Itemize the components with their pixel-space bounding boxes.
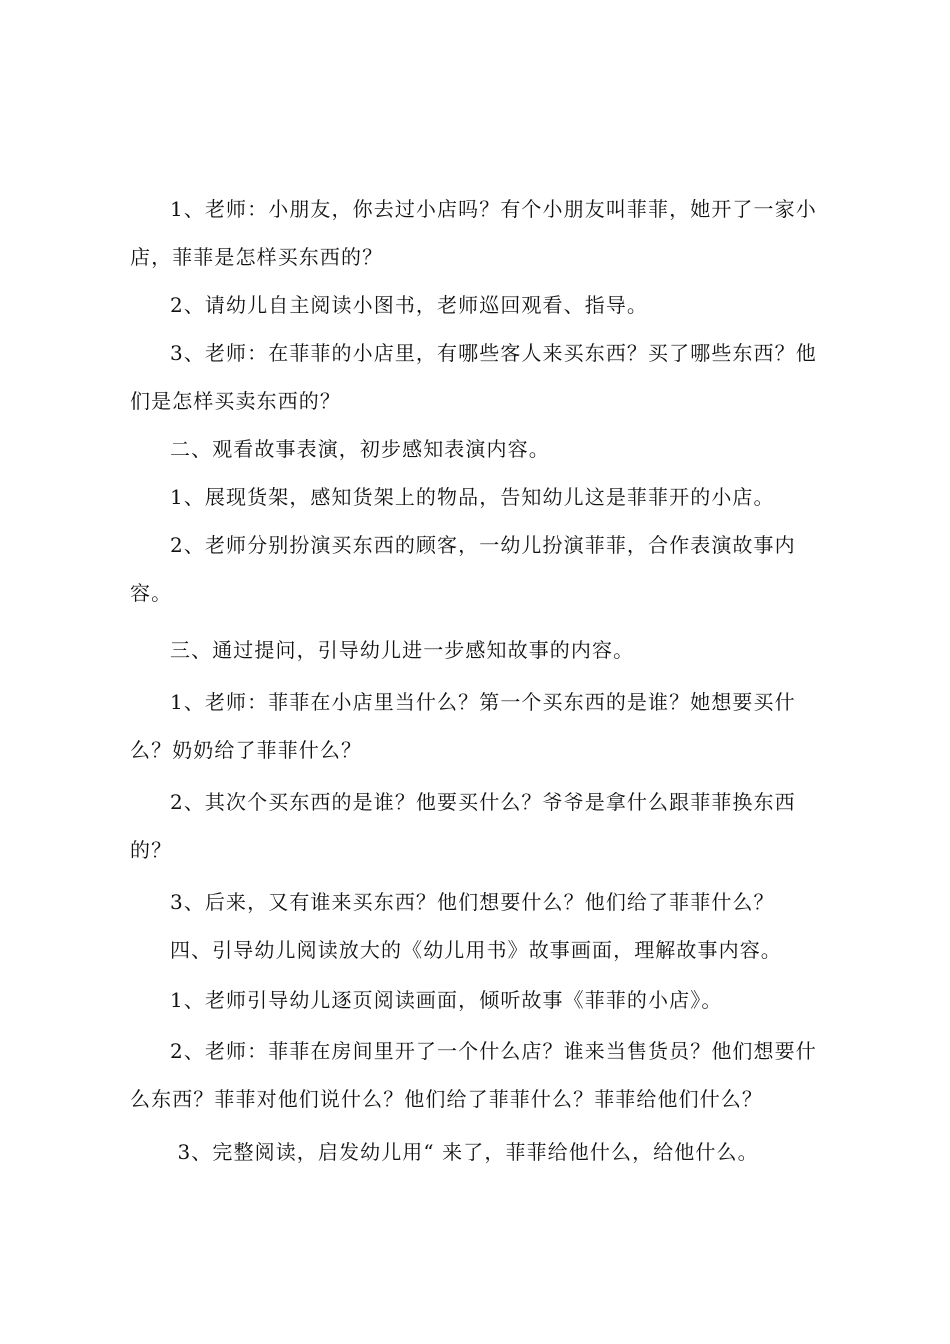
paragraph-4: 1、展现货架，感知货架上的物品，告知幼儿这是菲菲开的小店。: [170, 485, 775, 509]
paragraph-11: 3、完整阅读，启发幼儿用“ 来了，菲菲给他什么，给他什么。: [170, 1140, 759, 1164]
paragraph-5: 2、老师分别扮演买东西的顾客，一幼儿扮演菲菲，合作表演故事内容。: [130, 533, 796, 605]
section-heading-2: 二、观看故事表演，初步感知表演内容。: [170, 437, 550, 461]
paragraph-7: 2、其次个买东西的是谁？他要买什么？爷爷是拿什么跟菲菲换东西的？: [130, 790, 796, 862]
paragraph-10: 2、老师：菲菲在房间里开了一个什么店？谁来当售货员？他们想要什么东西？菲菲对他们说什么？他们给了菲菲什么？菲菲给他们什么？: [130, 1039, 817, 1111]
section-heading-4: 四、引导幼儿阅读放大的《幼儿用书》故事画面，理解故事内容。: [170, 938, 782, 962]
paragraph-8: 3、后来，又有谁来买东西？他们想要什么？他们给了菲菲什么？: [170, 890, 775, 914]
paragraph-3: 3、老师：在菲菲的小店里，有哪些客人来买东西？买了哪些东西？他们是怎样买卖东西的？: [130, 341, 817, 413]
paragraph-2: 2、请幼儿自主阅读小图书，老师巡回观看、指导。: [170, 293, 649, 317]
section-heading-3: 三、通过提问，引导幼儿进一步感知故事的内容。: [170, 638, 635, 662]
paragraph-6: 1、老师：菲菲在小店里当什么？第一个买东西的是谁？她想要买什么？奶奶给了菲菲什么？: [130, 690, 796, 762]
paragraph-1: 1、老师：小朋友，你去过小店吗？有个小朋友叫菲菲，她开了一家小店，菲菲是怎样买东西的？: [130, 197, 817, 269]
paragraph-9: 1、老师引导幼儿逐页阅读画面，倾听故事《菲菲的小店》。: [170, 988, 723, 1012]
